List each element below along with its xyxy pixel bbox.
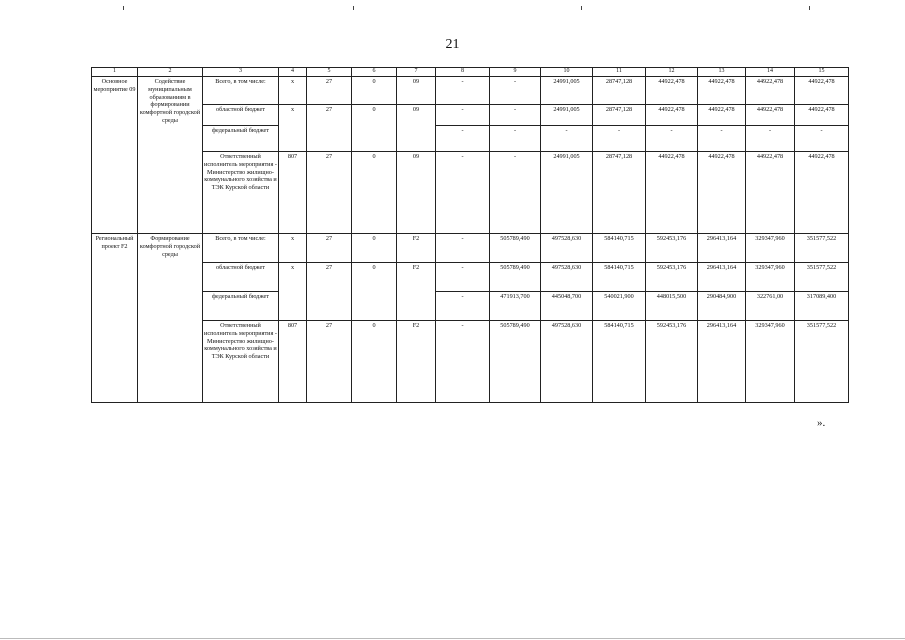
column-header: 4 [279, 68, 307, 77]
header-row [92, 68, 849, 77]
cell-value: - [541, 126, 593, 152]
cell-value: 44922,478 [646, 105, 698, 126]
funding-source: областной бюджет [203, 263, 279, 292]
cell-value: 24991,005 [541, 77, 593, 105]
cell-value: - [490, 152, 541, 234]
table-row [92, 152, 849, 234]
cell-pgp: 0 [352, 234, 397, 263]
cell-value: 44922,478 [746, 105, 795, 126]
column-header: 14 [746, 68, 795, 77]
page-edge-line [0, 638, 905, 639]
scan-mark [353, 6, 354, 10]
cell-om: 09 [397, 105, 436, 152]
cell-value: 290484,900 [698, 292, 746, 321]
activity-name: Содействие муниципальным образованиям в формировании комфортной городской среды [138, 77, 203, 234]
cell-value: 584140,715 [593, 234, 646, 263]
cell-value: - [436, 234, 490, 263]
table-row [92, 126, 849, 152]
cell-value: 592453,176 [646, 321, 698, 403]
cell-value: - [436, 152, 490, 234]
cell-gp: 27 [307, 105, 352, 152]
cell-om: F2 [397, 234, 436, 263]
cell-value: 329347,960 [746, 263, 795, 292]
cell-value: 28747,128 [593, 152, 646, 234]
column-header: 5 [307, 68, 352, 77]
cell-value: 322761,00 [746, 292, 795, 321]
cell-value: - [795, 126, 849, 152]
scan-mark [123, 6, 124, 10]
cell-value: 44922,478 [795, 105, 849, 126]
cell-value: 505789,490 [490, 234, 541, 263]
funding-source: Всего, в том числе: [203, 77, 279, 105]
activity-code: Региональный проект F2 [92, 234, 138, 403]
cell-grbs: х [279, 234, 307, 263]
cell-om: 09 [397, 152, 436, 234]
funding-source: федеральный бюджет [203, 292, 279, 321]
column-header: 8 [436, 68, 490, 77]
cell-value: 296413,164 [698, 321, 746, 403]
cell-om: F2 [397, 263, 436, 321]
cell-value: 351577,522 [795, 321, 849, 403]
closing-quote-mark: ». [817, 417, 826, 429]
table-row [92, 77, 849, 105]
cell-grbs: х [279, 77, 307, 105]
cell-om: F2 [397, 321, 436, 403]
cell-value: 44922,478 [646, 152, 698, 234]
cell-grbs: 807 [279, 152, 307, 234]
cell-value: 592453,176 [646, 234, 698, 263]
cell-value: 445048,700 [541, 292, 593, 321]
column-header: 1 [92, 68, 138, 77]
cell-pgp: 0 [352, 105, 397, 152]
cell-value: 44922,478 [746, 152, 795, 234]
cell-value: 44922,478 [698, 77, 746, 105]
cell-value: 540021,900 [593, 292, 646, 321]
cell-value: - [436, 321, 490, 403]
cell-gp: 27 [307, 321, 352, 403]
cell-value: 44922,478 [795, 77, 849, 105]
table-row [92, 292, 849, 321]
cell-value: 505789,490 [490, 263, 541, 292]
cell-grbs: х [279, 105, 307, 152]
cell-value: 351577,522 [795, 234, 849, 263]
cell-value: 296413,164 [698, 234, 746, 263]
cell-value: 28747,128 [593, 77, 646, 105]
cell-om: 09 [397, 77, 436, 105]
cell-value: - [490, 126, 541, 152]
cell-value: - [436, 77, 490, 105]
cell-value: 44922,478 [698, 152, 746, 234]
column-header: 6 [352, 68, 397, 77]
cell-value: 44922,478 [795, 152, 849, 234]
cell-gp: 27 [307, 263, 352, 321]
cell-gp: 27 [307, 234, 352, 263]
cell-value: 584140,715 [593, 263, 646, 292]
cell-value: 584140,715 [593, 321, 646, 403]
scan-mark [809, 6, 810, 10]
cell-value: - [436, 263, 490, 292]
cell-value: - [436, 292, 490, 321]
cell-value: 592453,176 [646, 263, 698, 292]
column-header: 12 [646, 68, 698, 77]
cell-value: 28747,128 [593, 105, 646, 126]
funding-source: областной бюджет [203, 105, 279, 126]
table-row [92, 105, 849, 126]
table-row [92, 321, 849, 403]
cell-pgp: 0 [352, 77, 397, 105]
responsible-executor: Ответственный исполнитель мероприятия - Министерство жилищно-коммунального хозяйства и ТЭК Курской области [203, 152, 279, 234]
cell-pgp: 0 [352, 152, 397, 234]
column-header: 3 [203, 68, 279, 77]
activity-name: Формирование комфортной городской среды [138, 234, 203, 403]
cell-value: - [593, 126, 646, 152]
cell-grbs: х [279, 263, 307, 321]
cell-value: 497528,630 [541, 321, 593, 403]
cell-value: 24991,005 [541, 152, 593, 234]
table-row [92, 263, 849, 292]
cell-gp: 27 [307, 77, 352, 105]
cell-pgp: 0 [352, 263, 397, 321]
cell-value: - [490, 77, 541, 105]
cell-value: 44922,478 [746, 77, 795, 105]
column-header: 2 [138, 68, 203, 77]
column-header: 11 [593, 68, 646, 77]
column-header: 15 [795, 68, 849, 77]
cell-value: - [746, 126, 795, 152]
cell-value: 351577,522 [795, 263, 849, 292]
budget-table [91, 67, 849, 403]
cell-value: 44922,478 [698, 105, 746, 126]
cell-value: - [436, 105, 490, 126]
cell-value: 497528,630 [541, 234, 593, 263]
column-header: 10 [541, 68, 593, 77]
table-row [92, 234, 849, 263]
page-number: 21 [445, 37, 460, 52]
cell-value: - [436, 126, 490, 152]
cell-value: 329347,960 [746, 234, 795, 263]
column-header: 7 [397, 68, 436, 77]
cell-value: - [646, 126, 698, 152]
cell-value: 329347,960 [746, 321, 795, 403]
cell-value: - [490, 105, 541, 126]
cell-value: 296413,164 [698, 263, 746, 292]
funding-source: федеральный бюджет [203, 126, 279, 152]
responsible-executor: Ответственный исполнитель мероприятия - Министерство жилищно-коммунального хозяйства и ТЭК Курской области [203, 321, 279, 403]
scan-mark [581, 6, 582, 10]
funding-source: Всего, в том числе: [203, 234, 279, 263]
column-header: 13 [698, 68, 746, 77]
cell-value: 317089,400 [795, 292, 849, 321]
cell-gp: 27 [307, 152, 352, 234]
cell-value: 497528,630 [541, 263, 593, 292]
cell-grbs: 807 [279, 321, 307, 403]
cell-value: - [698, 126, 746, 152]
cell-value: 505789,490 [490, 321, 541, 403]
activity-code: Основное мероприятие 09 [92, 77, 138, 234]
column-header: 9 [490, 68, 541, 77]
cell-pgp: 0 [352, 321, 397, 403]
cell-value: 448015,500 [646, 292, 698, 321]
cell-value: 24991,005 [541, 105, 593, 126]
cell-value: 44922,478 [646, 77, 698, 105]
cell-value: 471913,700 [490, 292, 541, 321]
